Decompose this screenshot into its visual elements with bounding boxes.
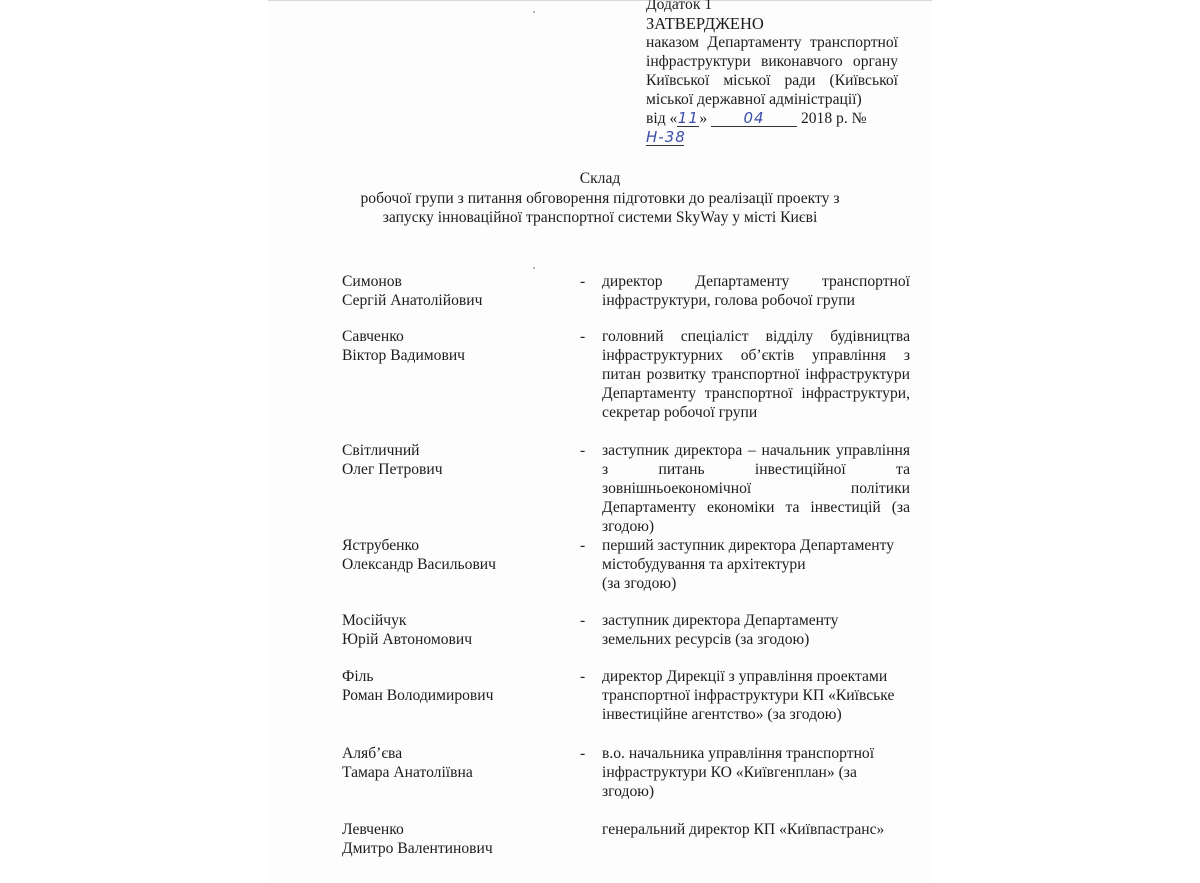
role-line: (за згодою) (602, 575, 677, 592)
role-line: земельних ресурсів (за згодою) (602, 631, 810, 648)
role-line: перший заступник директора Департаменту (602, 537, 895, 554)
member-dash: - (580, 668, 586, 685)
member-given-names: Олег Петрович (342, 461, 443, 478)
member-given-names: Віктор Вадимович (342, 347, 466, 364)
role-line: інвестиційне агентство» (за згодою) (602, 706, 842, 723)
role-line: згодою) (602, 783, 655, 800)
member-name (342, 536, 582, 574)
appendix-label: Додаток 1 (646, 0, 713, 13)
member-surname: Симонов (342, 273, 402, 290)
member-name (342, 327, 582, 365)
member-given-names: Дмитро Валентинович (342, 840, 493, 857)
member-given-names: Сергій Анатолійович (342, 292, 483, 309)
member-dash: - (580, 612, 586, 629)
member-role: заступник директора – начальник управління з питань інвестиційної та зовнішньоекономічної політики Департаменту економіки та інвестицій (за згодою) (602, 442, 910, 535)
member-role (602, 667, 910, 724)
member-name (342, 441, 582, 479)
heading-subtitle-line1: робочої групи з питання обговорення підготовки до реалізації проекту з (360, 189, 840, 207)
heading-subtitle-line2: запуску інноваційної транспортної системи SkyWay у місті Києві (382, 209, 818, 226)
member-given-names: Олександр Васильович (342, 556, 496, 573)
heading-title: Склад (579, 170, 621, 187)
member-name (342, 820, 582, 858)
member-name (342, 667, 582, 705)
role-line: заступник директора Департаменту (602, 612, 839, 629)
member-role: головний спеціаліст відділу будівництва інфраструктурних об’єктів управління з питан розвитку транспортної інфраструктури Департаменту транспортної інфраструктури, секретар робочої групи (602, 328, 910, 421)
member-dash: - (580, 537, 586, 554)
date-prefix: від « (646, 110, 678, 127)
member-name (342, 272, 582, 310)
scan-speck (533, 267, 535, 269)
member-given-names: Тамара Анатоліївна (342, 764, 473, 781)
member-role: директор Департаменту транспортної інфраструктури, голова робочої групи (602, 273, 910, 309)
approval-block (646, 0, 898, 147)
scan-speck (533, 11, 535, 13)
date-year: 2018 р. № (800, 110, 867, 127)
role-line: в.о. начальника управління транспортної (602, 745, 875, 762)
date-day: 11 (677, 109, 699, 127)
role-line: директор Дирекції з управління проектами (602, 668, 888, 685)
approved-label: ЗАТВЕРДЖЕНО (646, 14, 764, 33)
document-heading (268, 169, 932, 228)
member-surname: Світличний (342, 442, 420, 459)
member-surname: Левченко (342, 821, 404, 838)
member-dash: - (580, 745, 586, 762)
member-dash: - (580, 273, 586, 290)
member-role (602, 820, 910, 839)
member-surname: Савченко (342, 328, 404, 345)
member-role (602, 744, 910, 801)
member-surname: Філь (342, 668, 374, 685)
member-name (342, 744, 582, 782)
member-surname: Яструбенко (342, 537, 420, 554)
document-page (268, 0, 932, 883)
member-given-names: Юрій Автономович (342, 631, 473, 648)
member-surname: Аляб’єва (342, 745, 403, 762)
role-line: генеральний директор КП «Київпастранс» (602, 821, 885, 838)
member-dash: - (580, 328, 586, 345)
order-number: Н-38 (646, 128, 686, 146)
role-line: містобудування та архітектури (602, 556, 806, 573)
member-given-names: Роман Володимирович (342, 687, 494, 704)
member-role (602, 536, 910, 593)
approval-order-text: наказом Департаменту транспортної інфраструктури виконавчого органу Київської міської ради (Київської міської державної адміністрації) (646, 34, 898, 108)
member-surname: Мосійчук (342, 612, 407, 629)
role-line: інфраструктури КО «Київгенплан» (за (602, 764, 857, 781)
member-role (602, 611, 910, 649)
date-mid: » (699, 110, 708, 127)
member-name (342, 611, 582, 649)
role-line: транспортної інфраструктури КП «Київське (602, 687, 895, 704)
member-dash: - (580, 442, 586, 459)
approval-date-line (646, 109, 898, 147)
date-month: 04 (711, 110, 797, 127)
